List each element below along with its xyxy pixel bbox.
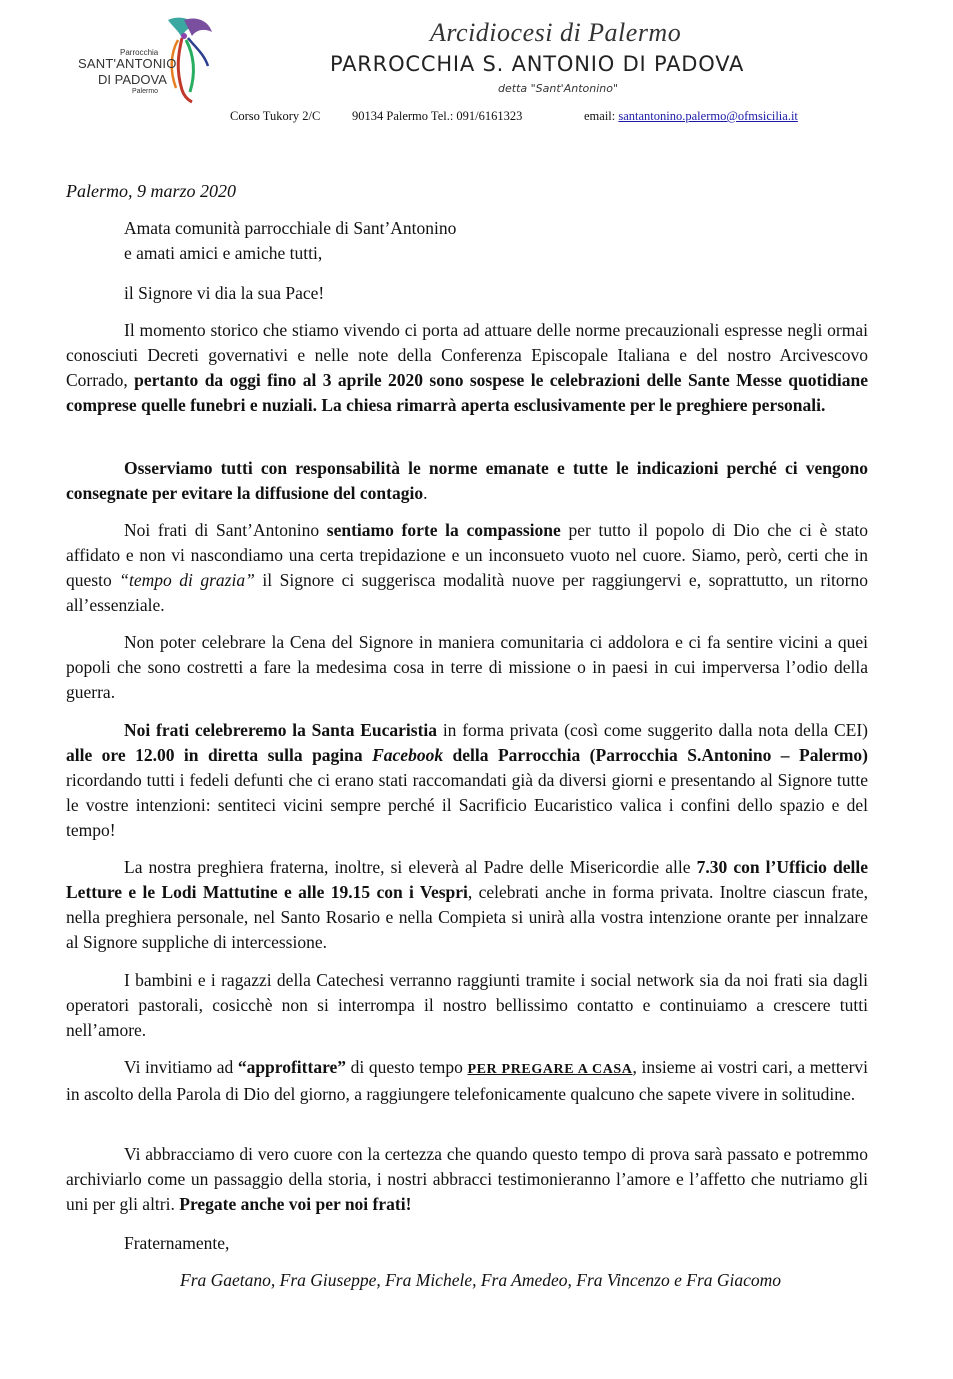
parish-subtitle: detta "Sant'Antonino" bbox=[498, 82, 619, 95]
p8-underlined: PER PREGARE A CASA bbox=[467, 1062, 633, 1077]
paragraph-9 bbox=[66, 1142, 868, 1217]
p3-italic: “tempo di grazia” bbox=[119, 570, 255, 590]
greeting-line-2: e amati amici e amiche tutti, bbox=[124, 243, 323, 263]
p6-text-a: La nostra preghiera fraterna, inoltre, si eleverà al Padre delle Misericordie alle bbox=[124, 857, 697, 877]
p9-bold: Pregate anche voi per noi frati! bbox=[179, 1194, 412, 1214]
p1-text: Il momento storico che stiamo vivendo ci porta ad attuare delle norme precauzionali espresse negli ormai conosciuti Decreti governativi e nelle note della Conferenza Episcopale Italiana e del nostro Arcivescovo Corrado, bbox=[66, 320, 868, 390]
p5-bold-c: alle ore 12.00 in diretta sulla pagina bbox=[66, 745, 373, 765]
p1-bold: pertanto da oggi fino al 3 aprile 2020 sono sospese le celebrazioni delle Sante Messe quotidiane comprese quelle funebri e nuziali. La chiesa rimarrà aperta esclusivamente per le preghiere personali. bbox=[66, 370, 868, 415]
parish-title: PARROCCHIA S. ANTONIO DI PADOVA bbox=[330, 52, 745, 76]
logo-text-line1: SANT'ANTONIO bbox=[78, 56, 177, 71]
city-tel: 90134 Palermo Tel.: 091/6161323 bbox=[352, 109, 523, 123]
p3-text-a: Noi frati di Sant’Antonino bbox=[124, 520, 327, 540]
address: Corso Tukory 2/C bbox=[230, 109, 321, 123]
paragraph-4: Non poter celebrare la Cena del Signore in maniera comunitaria ci addolora e ci fa sentire vicini a quei popoli che sono costretti a fare la medesima cosa in terre di missione o in paesi in cui imperversa l’odio della guerra. bbox=[66, 632, 868, 702]
p6-text-c: , celebrati anche in forma privata. Inoltre ciascun frate, nella preghiera personale, nel Santo Rosario e nella Compieta si unirà alla vostra intenzione orante per innalzare al Signore suppliche di intercessione. bbox=[66, 882, 868, 952]
p8-text-c: di questo tempo bbox=[346, 1057, 468, 1077]
paragraph-3 bbox=[66, 518, 868, 618]
p5-text-b: in forma privata (così come suggerito dalla nota della CEI) bbox=[437, 720, 868, 740]
arcidiocesi-heading: Arcidiocesi di Palermo bbox=[430, 18, 682, 47]
p3-bold: sentiamo forte la compassione bbox=[326, 520, 561, 540]
paragraph-6 bbox=[66, 855, 868, 955]
paragraph-7: I bambini e i ragazzi della Catechesi verranno raggiunti tramite i social network sia da noi frati sia dagli operatori pastorali, cosicchè non si interrompa il nostro bellissimo contatto e continuiamo a crescere tutti nell’amore. bbox=[66, 970, 868, 1040]
p2-bold: Osserviamo tutti con responsabilità le norme emanate e tutte le indicazioni perché ci vengono consegnate per evitare la diffusione del contagio bbox=[66, 458, 868, 503]
logo-text-small-top: Parrocchia bbox=[120, 48, 159, 57]
paragraph-1 bbox=[66, 318, 868, 418]
p5-bold-a: Noi frati celebreremo la Santa Eucaristia bbox=[124, 720, 438, 740]
p2-end: . bbox=[423, 483, 428, 503]
logo-text-line2: DI PADOVA bbox=[98, 72, 167, 87]
p8-text-e: , insieme ai vostri cari, a mettervi in ascolto della Parola di Dio del giorno, a raggiungere telefonicamente qualcuno che sapete vivere in solitudine. bbox=[66, 1057, 869, 1104]
paragraph-5 bbox=[66, 718, 868, 843]
paragraph-2 bbox=[66, 456, 868, 506]
paragraph-8 bbox=[66, 1055, 868, 1107]
email-line bbox=[584, 109, 798, 124]
p8-text-a: Vi invitiamo ad bbox=[124, 1057, 238, 1077]
p8-bold: “approfittare” bbox=[237, 1057, 347, 1077]
closing: Fraternamente, bbox=[124, 1233, 230, 1253]
logo-text-small-bottom: Palermo bbox=[132, 88, 159, 95]
salutation: il Signore vi dia la sua Pace! bbox=[124, 283, 325, 303]
p9-text-a: Vi abbracciamo di vero cuore con la certezza che quando questo tempo di prova sarà passato e potremmo archiviarlo come un passaggio della storia, i nostri abbracci testimonieranno l’amore e l’affetto che nutriamo gli uni per gli altri. bbox=[66, 1144, 868, 1214]
signatures: Fra Gaetano, Fra Giuseppe, Fra Michele, Fra Amedeo, Fra Vincenzo e Fra Giacomo bbox=[180, 1270, 782, 1290]
p6-bold: 7.30 con l’Ufficio delle Letture e le Lodi Mattutine e alle 19.15 con i Vespri bbox=[66, 857, 868, 902]
parish-logo bbox=[70, 10, 230, 110]
letter-date: Palermo, 9 marzo 2020 bbox=[66, 181, 236, 201]
p3-text-e: il Signore ci suggerisca modalità nuove per raggiungervi e, soprattutto, un ritorno all’essenziale. bbox=[66, 570, 868, 615]
email-link[interactable]: santantonino.palermo@ofmsicilia.it bbox=[618, 109, 798, 123]
p3-text-c: per tutto il popolo di Dio che ci è stato affidato e non vi nascondiamo una certa trepidazione e un inconsueto vuoto nel cuore. Siamo, però, certi che in questo bbox=[66, 520, 868, 590]
p5-facebook: Facebook bbox=[372, 745, 444, 765]
greeting-line-1: Amata comunità parrocchiale di Sant’Antonino bbox=[124, 218, 457, 238]
p5-text-f: ricordando tutti i fedeli defunti che ci erano stati raccomandati già da diversi giorni e presentando al Signore tutte le vostre intenzioni: sentiteci vicini sempre perché il Sacrificio Eucaristico valica i confini dello spazio e del tempo! bbox=[66, 770, 868, 840]
p5-bold-e: della Parrocchia (Parrocchia S.Antonino – Palermo) bbox=[443, 745, 868, 765]
email-label: email: bbox=[584, 109, 616, 123]
